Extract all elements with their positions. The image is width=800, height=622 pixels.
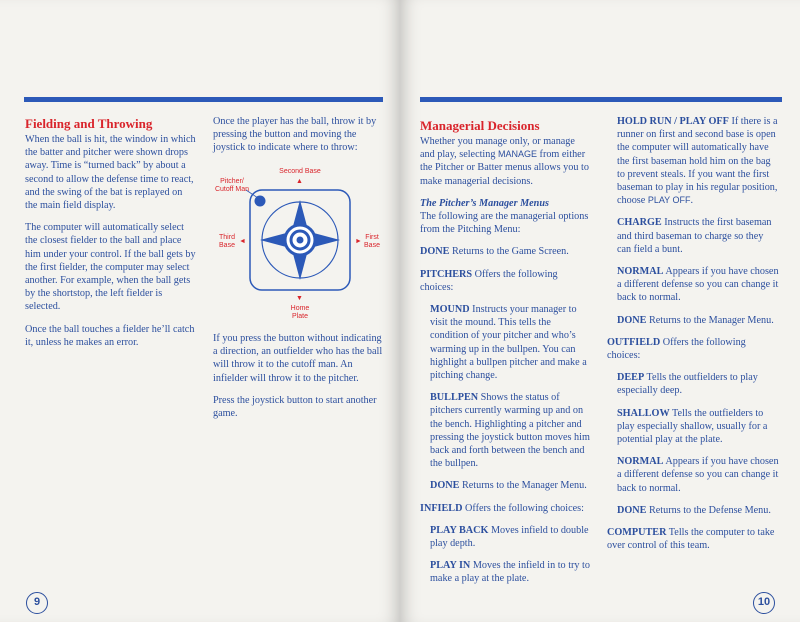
intro-paragraph: Whether you manage only, or manage and play, selecting MANAGE from either the Pitcher or Batter menus allows you to make managerial decisions. — [420, 136, 589, 187]
right-heading: Managerial Decisions — [420, 118, 540, 133]
up-arrow-icon: ▲ — [296, 177, 303, 185]
right-column-2 — [607, 115, 779, 561]
right-arrow-icon: ► — [355, 237, 362, 245]
left-top-rule — [24, 97, 383, 102]
menu-item-done: DONE Returns to the Manager Menu. — [430, 480, 587, 492]
page-number-left: 9 — [26, 592, 48, 614]
menu-item-computer: COMPUTER Tells the computer to take over control of this team. — [607, 527, 775, 552]
paragraph: Once the player has the ball, throw it by pressing the button and moving the joystick to indicate where to throw: — [213, 116, 377, 154]
right-column-1 — [420, 135, 590, 595]
second-base-label: Second Base — [279, 168, 321, 175]
pitcher-cutoff-label: Pitcher/ Cutoff Man — [214, 178, 250, 193]
menu-item-shallow: SHALLOW Tells the outfielders to play especially shallow, usually for a potential play at the plate. — [617, 407, 768, 446]
home-plate-label: Home Plate — [290, 305, 310, 320]
menu-item-done: DONE Returns to the Defense Menu. — [617, 504, 771, 516]
menu-item-infield: INFIELD Offers the following choices: — [420, 502, 584, 514]
paragraph: If you press the button without indicating a direction, an outfielder who has the ball will throw it to the cutoff man. An infielder will throw it to the pitcher. — [213, 333, 383, 384]
paragraph: When the ball is hit, the window in which the batter and pitcher were shown drops away. Time is “turned back” by about a second to allow the defense time to react, and the swing of the bat is replayed on the main field display. — [25, 134, 196, 212]
menu-item-hold-run: HOLD RUN / PLAY OFF If there is a runner on first and second base is open the computer will automatically have the first baseman hold him on the bag to prevent steals. If you want the first baseman to play in his regular position, choose PLAY OFF. — [617, 116, 778, 207]
menu-item-deep: DEEP Tells the outfielders to play especially deep. — [617, 372, 758, 397]
menu-item-pitchers: PITCHERS Offers the following choices: — [420, 268, 558, 293]
menu-item-play-in: PLAY IN Moves the infield in to try to make a play at the plate. — [430, 560, 590, 585]
menu-item-done: DONE Returns to the Manager Menu. — [617, 314, 774, 326]
paragraph: The computer will automatically select the closest fielder to the ball and place him under your control. If the ball gets by the first fielder, the computer may select another. For example, when the ball gets by the shortstop, the left fielder is selected. — [25, 222, 196, 313]
menu-item-mound: MOUND Instructs your manager to visit the mound. This tells the condition of your pitcher and who’s warming up in the bullpen. You can highlight a bullpen pitcher and make a pitching change. — [430, 304, 587, 382]
left-column-2-after — [213, 332, 385, 429]
menu-item-normal: NORMAL Appears if you have chosen a different defense so you can change it back to normal. — [617, 266, 779, 304]
menu-item-done: DONE Returns to the Game Screen. — [420, 246, 569, 258]
joystick-throw-diagram — [212, 168, 382, 328]
right-page — [400, 0, 800, 622]
left-heading: Fielding and Throwing — [25, 116, 153, 131]
paragraph: Press the joystick button to start another game. — [213, 394, 377, 420]
first-base-label: First Base — [364, 234, 380, 249]
third-base-label: Third Base — [219, 234, 235, 249]
page-number-right: 10 — [753, 592, 775, 614]
right-top-rule — [420, 97, 782, 102]
menu-item-charge: CHARGE Instructs the first baseman and third baseman to charge so they can field a bunt. — [617, 217, 772, 255]
left-column-1 — [25, 133, 197, 358]
paragraph: Once the ball touches a fielder he’ll catch it, unless he makes an error. — [25, 323, 195, 348]
sub-section: The Pitcher’s Manager Menus The following are the managerial options from the Pitching Menu: — [420, 197, 589, 236]
menu-item-outfield: OUTFIELD Offers the following choices: — [607, 336, 746, 362]
down-arrow-icon: ▼ — [296, 294, 303, 302]
menu-item-bullpen: BULLPEN Shows the status of pitchers currently warming up and on the bench. Highlighting a pitcher and pressing the joystick button moves him back and forth between the bench and the bullpen. — [430, 392, 590, 470]
menu-item-play-back: PLAY BACK Moves infield to double play depth. — [430, 524, 589, 550]
menu-item-normal: NORMAL Appears if you have chosen a different defense so you can change it back to normal. — [617, 456, 779, 494]
left-column-2-intro — [213, 115, 385, 164]
left-arrow-icon: ◄ — [239, 237, 246, 245]
